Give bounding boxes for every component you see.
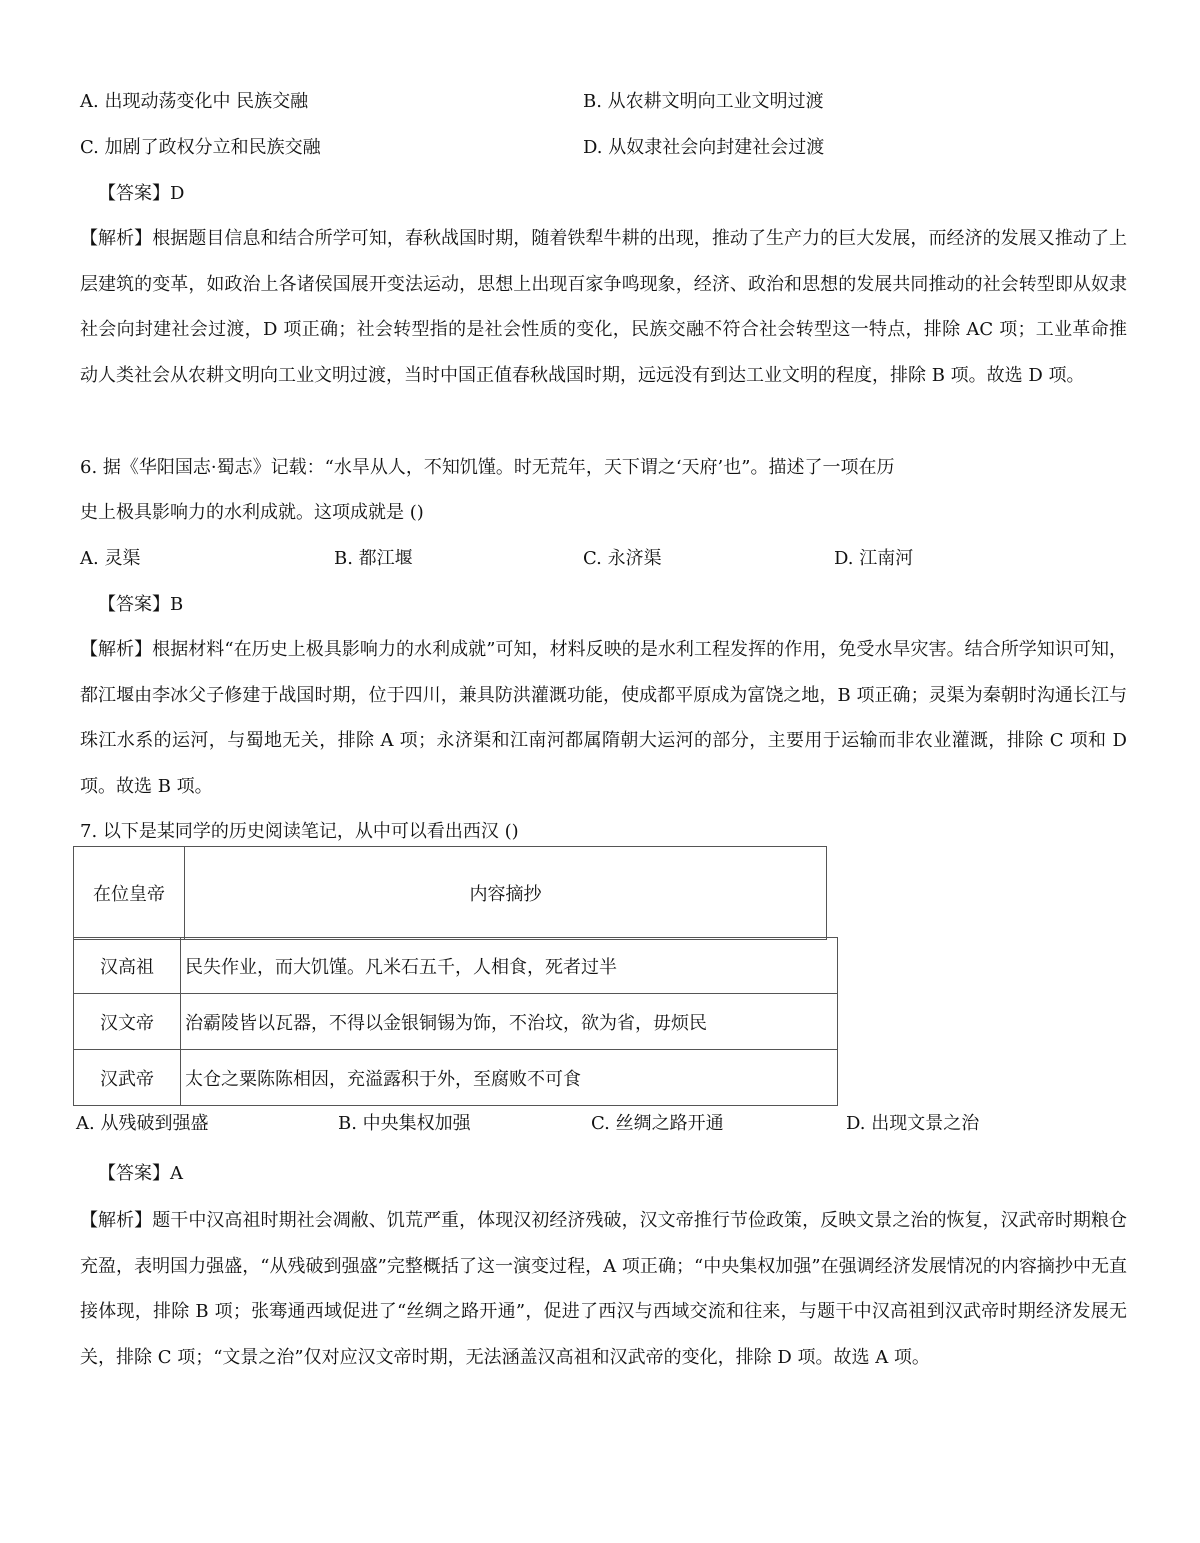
q6-option-b: B. 都江堰 xyxy=(334,548,413,569)
table-row xyxy=(74,1050,838,1106)
q6-answer: 【答案】B xyxy=(98,594,184,615)
q6-option-c: C. 永济渠 xyxy=(583,548,662,569)
row-content: 民失作业，而大饥馑。凡米石五千，人相食，死者过半 xyxy=(181,938,838,994)
q7-option-c: C. 丝绸之路开通 xyxy=(591,1113,724,1134)
row-content: 治霸陵皆以瓦器，不得以金银铜锡为饰，不治坟，欲为省，毋烦民 xyxy=(181,994,838,1050)
q7-option-b: B. 中央集权加强 xyxy=(338,1113,471,1134)
q6-option-d: D. 江南河 xyxy=(834,548,914,569)
q6-stem-line2: 史上极具影响力的水利成就。这项成就是 () xyxy=(80,502,424,523)
q5-option-d: D. 从奴隶社会向封建社会过渡 xyxy=(583,137,825,158)
notes-table xyxy=(73,937,838,1106)
q6-option-a: A. 灵渠 xyxy=(80,548,141,569)
row-emperor: 汉武帝 xyxy=(74,1050,181,1106)
q7-stem: 7. 以下是某同学的历史阅读笔记，从中可以看出西汉 () xyxy=(80,821,519,842)
q6-stem-line1: 6. 据《华阳国志·蜀志》记载：“水旱从人，不知饥馑。时无荒年，天下谓之‘天府’也”。描述了一项在历 xyxy=(80,457,895,478)
q5-answer: 【答案】D xyxy=(98,183,185,204)
row-content: 太仓之粟陈陈相因，充溢露积于外，至腐败不可食 xyxy=(181,1050,838,1106)
q6-analysis: 【解析】根据材料“在历史上极具影响力的水利成就”可知，材料反映的是水利工程发挥的作用，免受水旱灾害。结合所学知识可知，都江堰由李冰父子修建于战国时期，位于四川，兼具防洪灌溉功能，使成都平原成为富饶之地，B 项正确；灵渠为秦朝时沟通长江与珠江水系的运河，与蜀地无关，排除 A 项；永济渠和江南河都属隋朝大运河的部分，主要用于运输而非农业灌溉，排除 C 项和 D 项。故选 B 项。 xyxy=(80,639,1127,797)
table-row xyxy=(74,994,838,1050)
header-content: 内容摘抄 xyxy=(185,847,827,940)
q7-option-d: D. 出现文景之治 xyxy=(846,1113,980,1134)
q5-option-b: B. 从农耕文明向工业文明过渡 xyxy=(583,91,824,112)
row-emperor: 汉文帝 xyxy=(74,994,181,1050)
q5-analysis: 【解析】根据题目信息和结合所学可知，春秋战国时期，随着铁犁牛耕的出现，推动了生产力的巨大发展，而经济的发展又推动了上层建筑的变革，如政治上各诸侯国展开变法运动，思想上出现百家争鸣现象，经济、政治和思想的发展共同推动的社会转型即从奴隶社会向封建社会过渡，D 项正确；社会转型指的是社会性质的变化，民族交融不符合社会转型这一特点，排除 AC 项；工业革命推动人类社会从农耕文明向工业文明过渡，当时中国正值春秋战国时期，远远没有到达工业文明的程度，排除 B 项。故选 D 项。 xyxy=(80,228,1127,386)
notes-table-header xyxy=(73,846,827,940)
row-emperor: 汉高祖 xyxy=(74,938,181,994)
q5-option-c: C. 加剧了政权分立和民族交融 xyxy=(80,137,321,158)
q5-option-a: A. 出现动荡变化中 民族交融 xyxy=(80,91,309,112)
table-row xyxy=(74,938,838,994)
q7-analysis: 【解析】题干中汉高祖时期社会凋敝、饥荒严重，体现汉初经济残破，汉文帝推行节俭政策，反映文景之治的恢复，汉武帝时期粮仓充盈，表明国力强盛，“从残破到强盛”完整概括了这一演变过程，A 项正确；“中央集权加强”在强调经济发展情况的内容摘抄中无直接体现，排除 B 项；张骞通西域促进了“丝绸之路开通”，促进了西汉与西域交流和往来，与题干中汉高祖到汉武帝时期经济发展无关，排除 C 项；“文景之治”仅对应汉文帝时期，无法涵盖汉高祖和汉武帝的变化，排除 D 项。故选 A 项。 xyxy=(80,1210,1127,1368)
header-emperor: 在位皇帝 xyxy=(74,847,185,940)
q7-answer: 【答案】A xyxy=(98,1163,183,1184)
q7-option-a: A. 从残破到强盛 xyxy=(76,1113,209,1134)
